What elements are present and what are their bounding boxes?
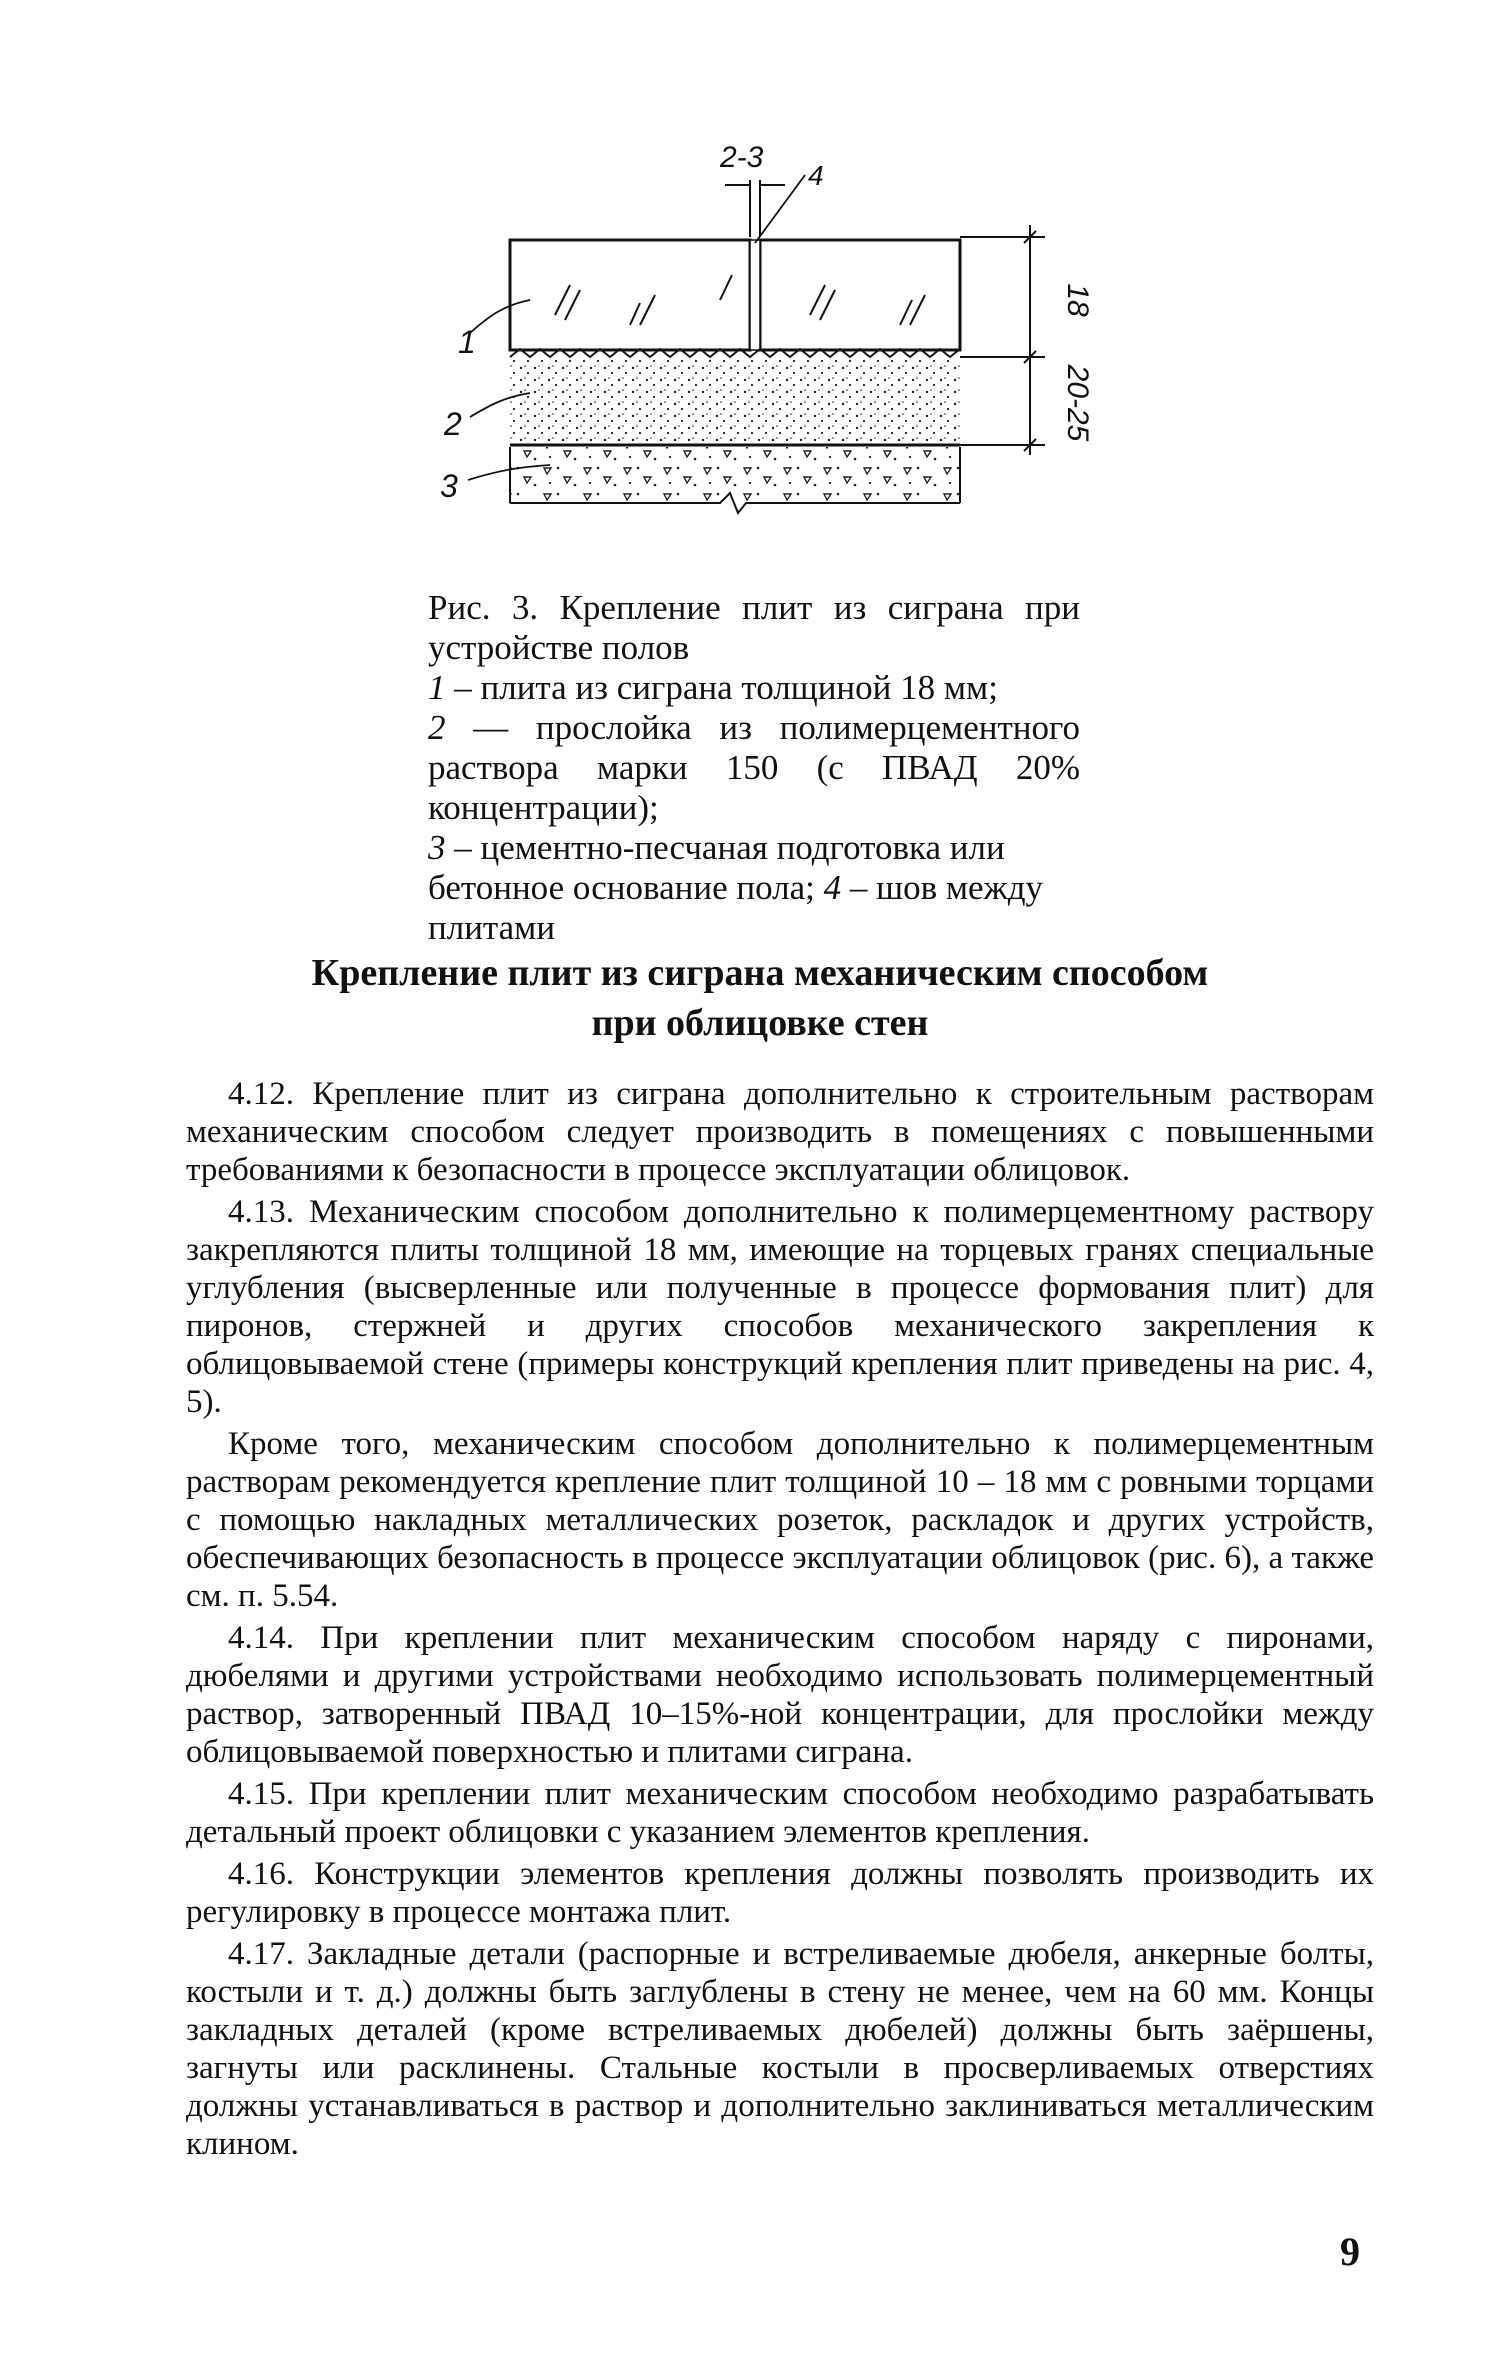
concrete-base [510, 447, 960, 502]
section-heading [270, 948, 1250, 1048]
paragraph-4-16: 4.16. Конструкции элементов крепления должны позволять производить их регулировку в процессе монтажа плит. [186, 1856, 1374, 1930]
floor-section-figure [420, 125, 1100, 565]
label-layer1: 1 [458, 324, 476, 360]
body-text [186, 1075, 1374, 2167]
joint [750, 240, 760, 350]
caption-item-1: 1 – плита из сиграна толщиной 18 мм; [428, 668, 998, 707]
paragraph-4-13: 4.13. Механическим способом дополнительно к полимерцементному раствору закрепляются плиты толщиной 18 мм, имеющие на торцевых гранях специальные углубления (высверленные или полученные в процессе формования плит) для пиронов, стержней и других способов механического закрепления к облицовываемой стене (примеры конструкций крепления плит приведены на рис. 4, 5). [186, 1194, 1374, 1420]
label-layer3: 3 [440, 468, 458, 504]
label-layer2: 2 [444, 406, 462, 442]
section-heading-line-1: Крепление плит из сиграна механическим способом [311, 952, 1209, 994]
caption-item-2: 2 — прослойка из полимерцементного раствора марки 150 (с ПВАД 20% концентрации); [428, 708, 1080, 827]
label-joint: 4 [808, 160, 824, 191]
dimension-top: 18 [1061, 283, 1094, 317]
figure-caption [428, 588, 1080, 948]
dimension-mid: 20-25 [1061, 364, 1094, 442]
caption-item-3-4: 3 – цементно-песчаная подготовка или бетонное основание пола; 4 – шов между плитами [428, 828, 1044, 947]
section-heading-line-2: при облицовке стен [591, 1002, 929, 1044]
paragraph-4-13-cont: Кроме того, механическим способом дополнительно к полимерцементным растворам рекомендуется крепление плит толщиной 10 – 18 мм с ровными торцами с помощью накладных металлических розеток, раскладок и других устройств, обеспечивающих безопасность в процессе эксплуатации облицовок (рис. 6), а также см. п. 5.54. [186, 1426, 1374, 1614]
page-number: 9 [1340, 2229, 1360, 2274]
slab-left [510, 240, 750, 350]
paragraph-4-12: 4.12. Крепление плит из сиграна дополнительно к строительным растворам механическим способом следует производить в помещениях с повышенными требованиями к безопасности в процессе эксплуатации облицовок. [186, 1076, 1374, 1188]
paragraph-4-15: 4.15. При креплении плит механическим способом необходимо разрабатывать детальный проект облицовки с указанием элементов крепления. [186, 1776, 1374, 1850]
paragraph-4-17: 4.17. Закладные детали (распорные и встреливаемые дюбеля, анкерные болты, костыли и т. д.) должны быть заглублены в стену не менее, чем на 60 мм. Концы закладных деталей (кроме встреливаемых дюбелей) должны быть заёршены, загнуты или расклинены. Стальные костыли в просверливаемых отверстиях должны устанавливаться в раствор и дополнительно заклиниваться металлическим клином. [186, 1936, 1374, 2162]
paragraph-4-14: 4.14. При креплении плит механическим способом наряду с пиронами, дюбелями и другими устройствами необходимо использовать полимерцементный раствор, затворенный ПВАД 10–15%-ной концентрации, для прослойки между облицовываемой поверхностью и плитами сиграна. [186, 1620, 1374, 1770]
dimension-lines [960, 225, 1045, 455]
mortar-layer [510, 357, 960, 445]
label-gap: 2-3 [720, 141, 764, 174]
slab-right [760, 240, 960, 350]
caption-title: Рис. 3. Крепление плит из сиграна при устройстве полов [428, 588, 1080, 667]
